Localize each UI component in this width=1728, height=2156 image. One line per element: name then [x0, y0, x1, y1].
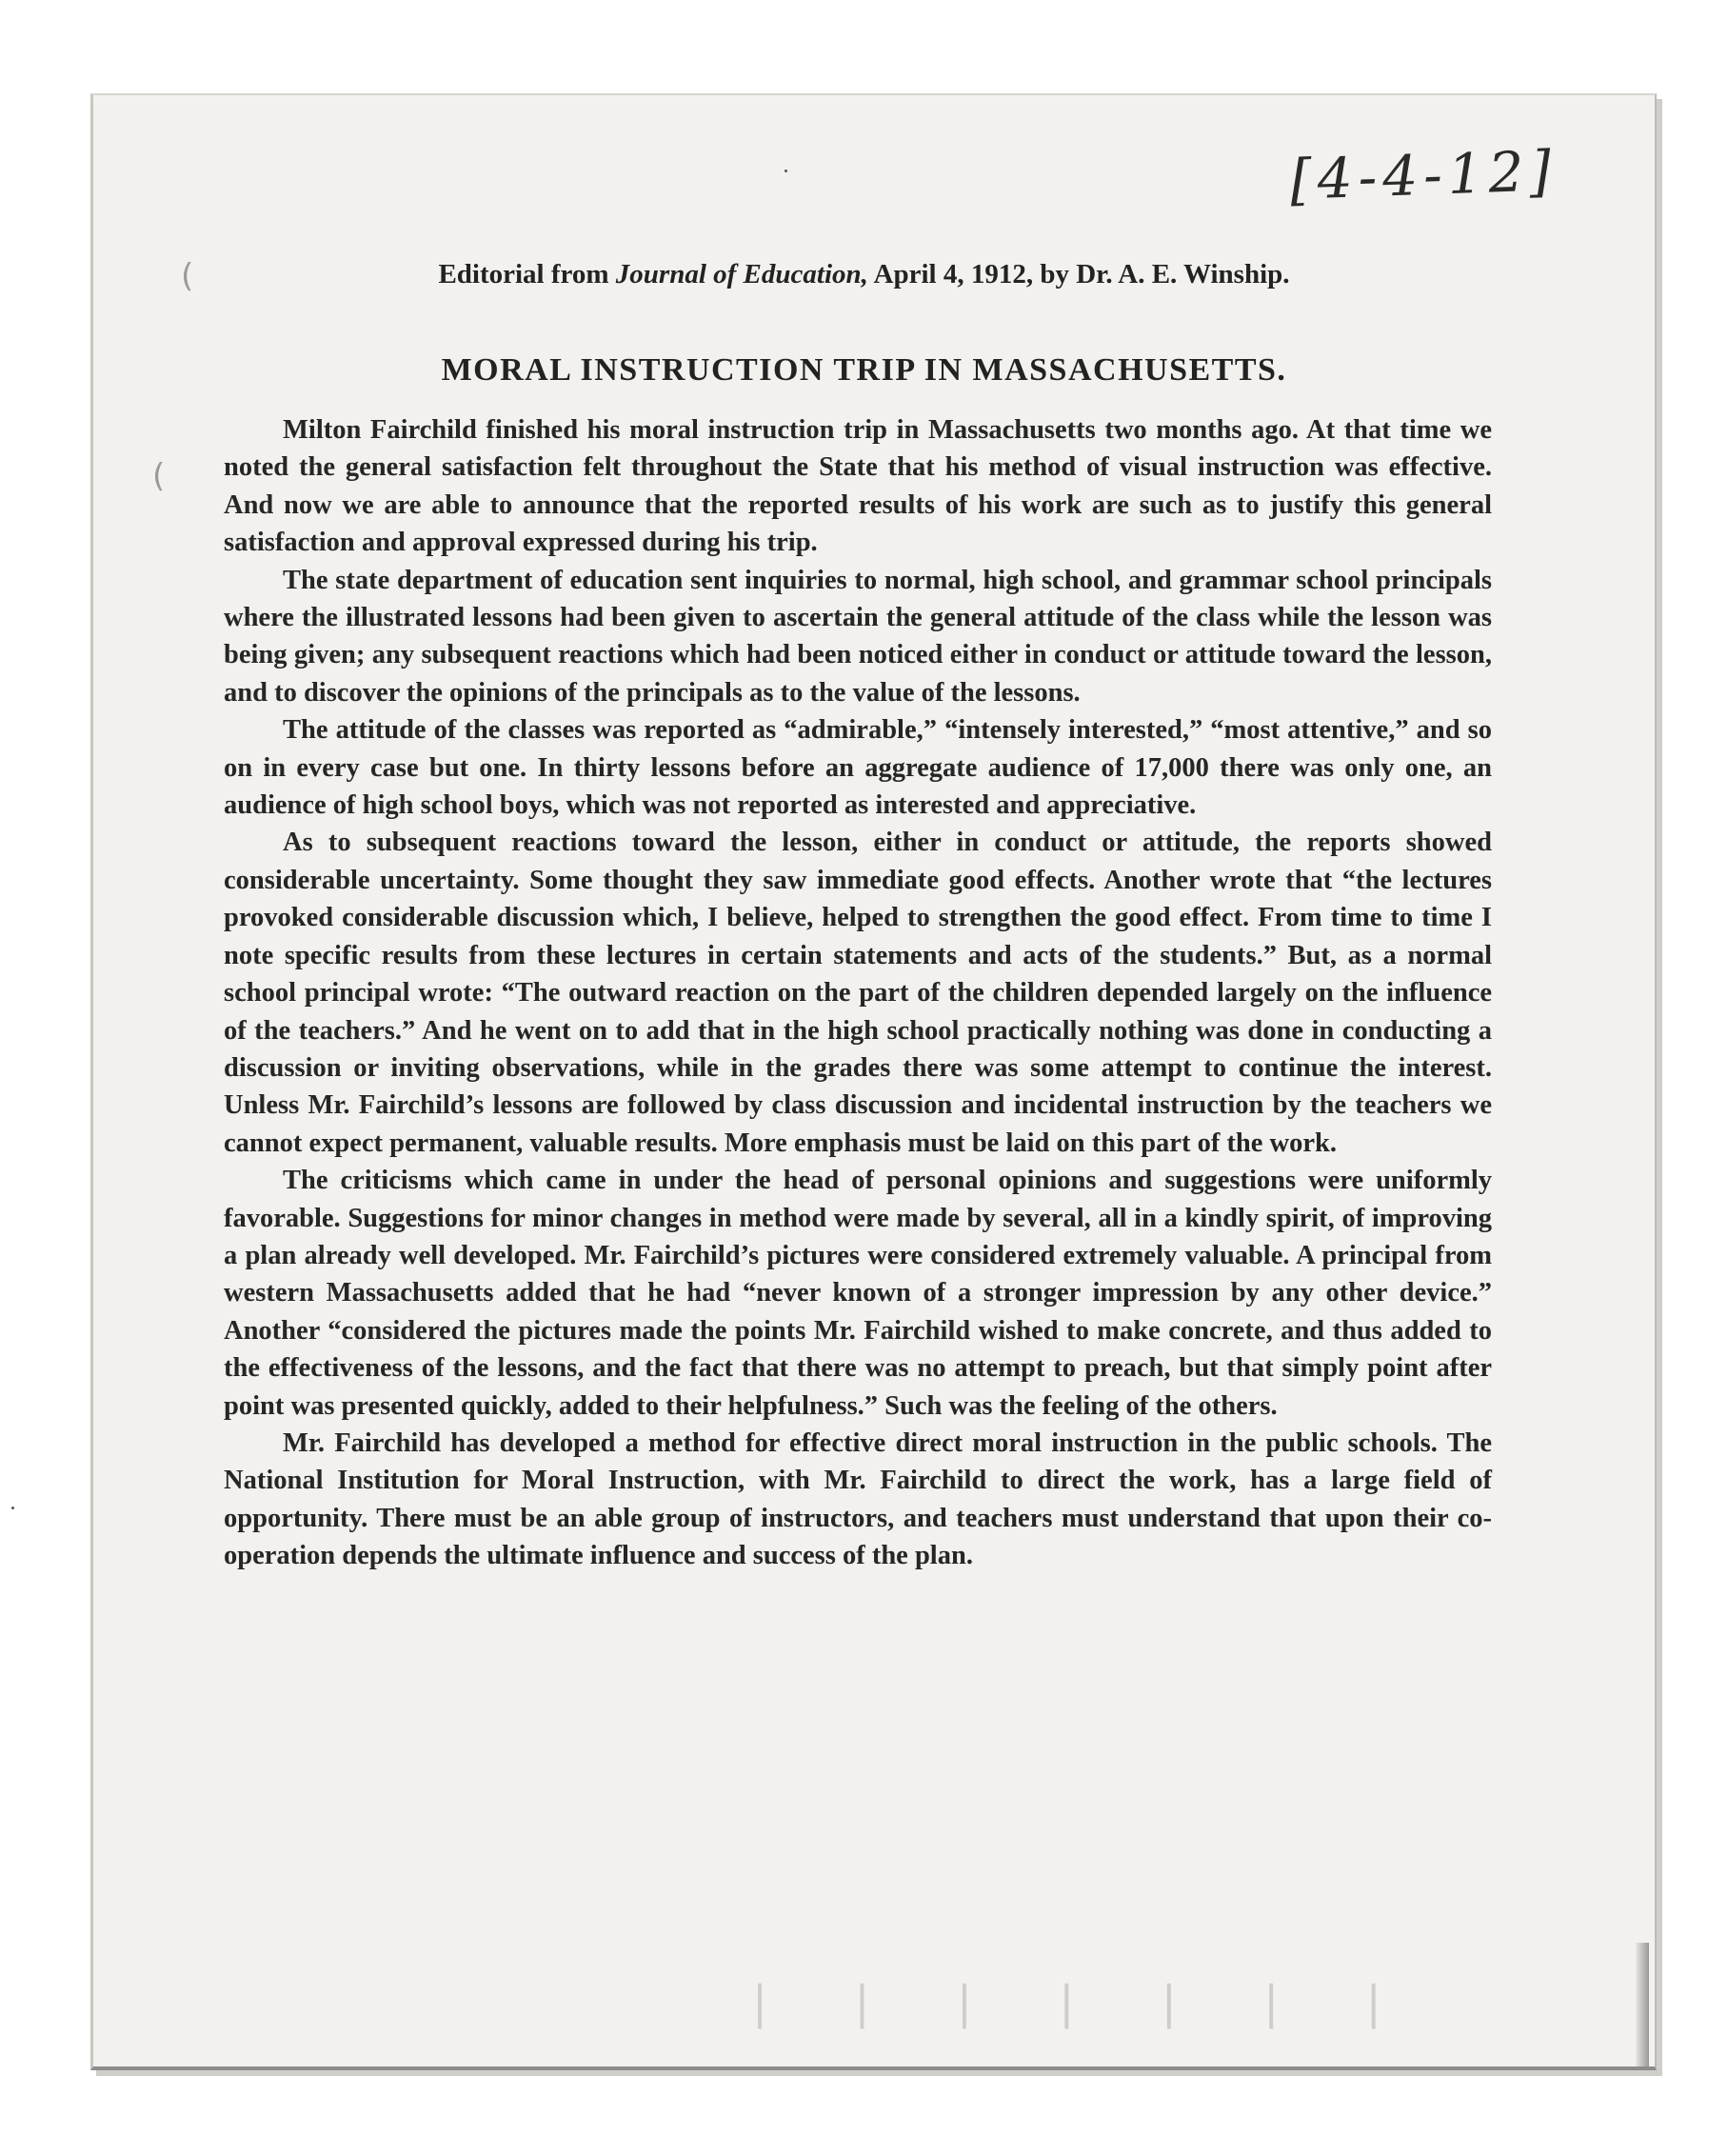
header-prefix: Editorial from — [438, 259, 616, 289]
paragraph-3: The attitude of the classes was reported as “admirable,” “intensely interested,” “most attentive,” and so on in every case but one. In thirty lessons before an aggregate audience of 17,000 there was only one, an audience of high school boys, which was not reported as interested and appreciative. — [224, 715, 1492, 821]
bleed-through-marks: | | | | | | | — [752, 1976, 1418, 2029]
header-suffix: April 4, 1912, by Dr. A. E. Winship. — [867, 259, 1290, 289]
paragraph-5: The criticisms which came in under the head of personal opinions and suggestions were uniformly favorable. Suggestions for minor changes in method were made by several, all in a kindly spirit, of improving a plan already well developed. Mr. Fairchild’s pictures were considered extremely valuable. A principal from western Massachusetts added that he had “never known of a stronger impression by any other device.” Another “considered the pictures made the points Mr. Fairchild wished to make concrete, and thus added to the effectiveness of the lessons, and the fact that there was no attempt to preach, but that simply point after point was presented quickly, added to their helpfulness.” Such was the feeling of the others. — [224, 1166, 1492, 1421]
speck — [785, 170, 787, 172]
paragraph-2: The state department of education sent inquiries to normal, high school, and grammar school principals where the illustrated lessons had been given to ascertain the general attitude of the class while the lesson was being given; any subsequent reactions which had been noticed either in conduct or attitude toward the lesson, and to discover the opinions of the principals as to the value of the lessons. — [224, 565, 1492, 708]
margin-mark: ( — [181, 257, 194, 295]
page-edge-shadow — [1636, 1943, 1649, 2066]
handwritten-date-note: [4-4-12] — [1288, 138, 1559, 212]
source-header — [0, 259, 1728, 290]
article-title: MORAL INSTRUCTION TRIP IN MASSACHUSETTS. — [441, 352, 1287, 388]
paragraph-6: Mr. Fairchild has developed a method for effective direct moral instruction in the public schools. The National Institution for Moral Instruction, with Mr. Fairchild to direct the work, has a large field of opportunity. There must be an able group of instructors, and teachers must understand that upon their co-operation depends the ultimate influence and success of the plan. — [224, 1427, 1492, 1571]
speck — [11, 1507, 14, 1509]
paragraph-1: Milton Fairchild finished his moral instruction trip in Massachusetts two months ago. At that time we noted the general satisfaction felt throughout the State that his method of visual instruction was effective. And now we are able to announce that the reported results of his work are such as to justify this general satisfaction and approval expressed during his trip. — [224, 415, 1492, 558]
article-body — [224, 411, 1492, 1575]
margin-mark: ( — [152, 457, 166, 495]
paragraph-4: As to subsequent reactions toward the lesson, either in conduct or attitude, the reports showed considerable uncertainty. Some thought they saw immediate good effects. Another wrote that “the lectures provoked considerable discussion which, I believe, helped to strengthen the good effect. From time to time I note specific results from these lectures in certain statements and acts of the students.” But, as a normal school principal wrote: “The outward reaction on the part of the children depended largely on the influence of the teachers.” And he went on to add that in the high school practically nothing was done in conducting a discussion or inviting observations, while in the grades there was some attempt to continue the interest. Unless Mr. Fairchild’s lessons are followed by class discussion and incidental instruction by the teachers we cannot expect permanent, valuable results. More emphasis must be laid on this part of the work. — [224, 828, 1492, 1158]
journal-name: Journal of Education, — [615, 259, 868, 289]
